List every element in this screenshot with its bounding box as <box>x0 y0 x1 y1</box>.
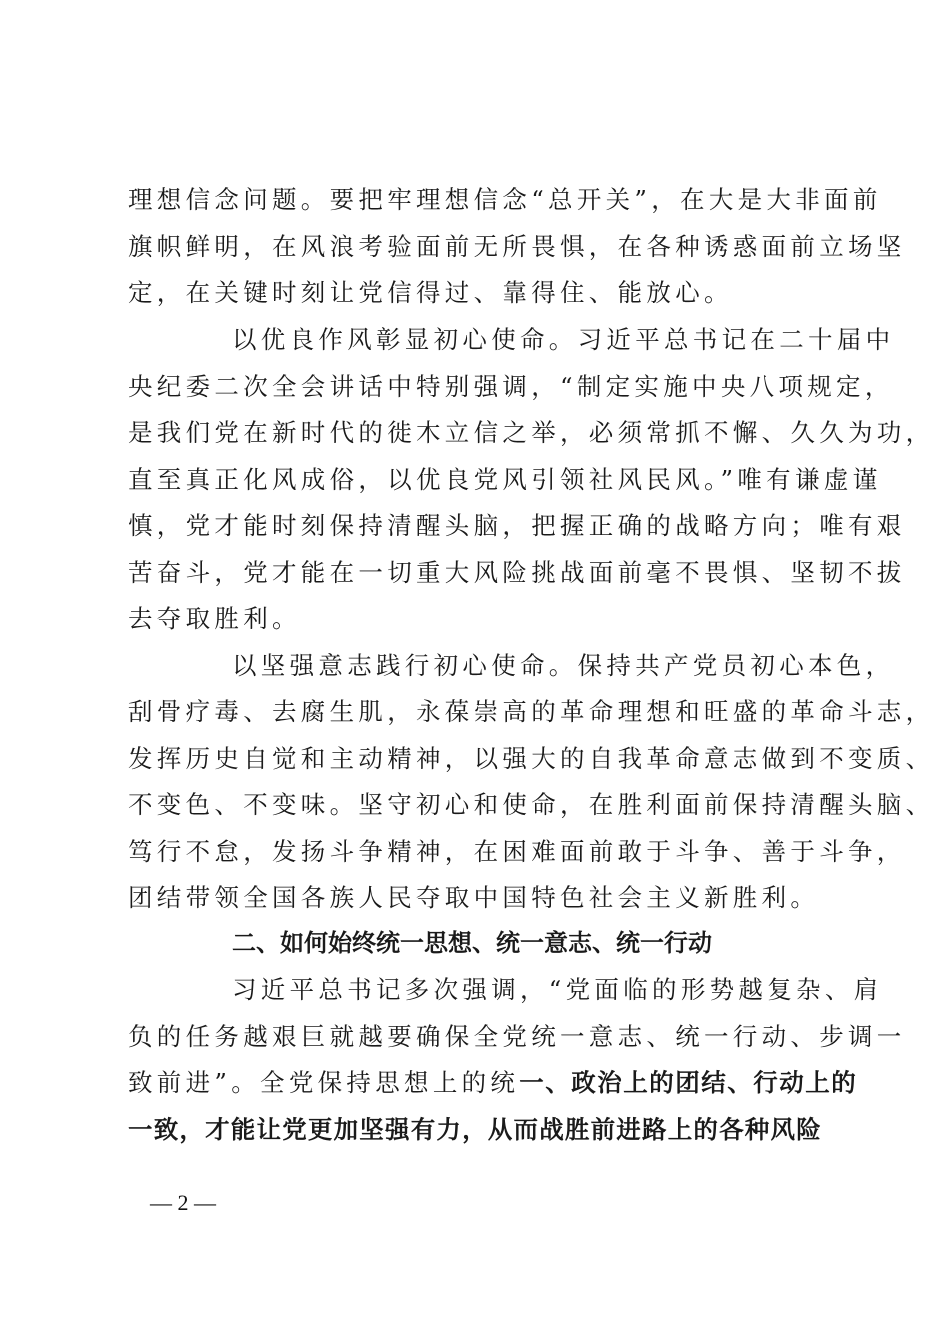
page-number: — 2 — <box>150 1190 216 1215</box>
text-line: 笃行不怠，发扬斗争精神，在困难面前敢于斗争、善于斗争， <box>128 837 906 866</box>
section-heading: 二、如何始终统一思想、统一意志、统一行动 <box>232 929 712 957</box>
bold-text-line: 一致，才能让党更加坚强有力，从而战胜前进路上的各种风险 <box>128 1115 822 1144</box>
paragraph-start-line: 习近平总书记多次强调，“党面临的形势越复杂、肩 <box>232 975 883 1004</box>
paragraph-start-line: 以坚强意志践行初心使命。保持共产党员初心本色， <box>232 651 895 680</box>
text-line: 央纪委二次全会讲话中特别强调，“制定实施中央八项规定， <box>128 372 894 401</box>
paragraph-start-line: 以优良作风彰显初心使命。习近平总书记在二十届中 <box>232 325 895 354</box>
text-line: 发挥历史自觉和主动精神，以强大的自我革命意志做到不变质、 <box>128 744 935 773</box>
text-line: 理想信念问题。要把牢理想信念“总开关”，在大是大非面前 <box>128 185 882 214</box>
regular-text: 致前进”。全党保持思想上的统 <box>128 1068 520 1097</box>
text-line: 慎，党才能时刻保持清醒头脑，把握正确的战略方向；唯有艰 <box>128 511 906 540</box>
text-line: 去夺取胜利。 <box>128 604 301 633</box>
text-line: 旗帜鲜明，在风浪考验面前无所畏惧，在各种诱惑面前立场坚 <box>128 232 906 261</box>
text-line: 团结带领全国各族人民夺取中国特色社会主义新胜利。 <box>128 883 820 912</box>
bold-text: 一、政治上的团结、行动上的 <box>519 1068 858 1097</box>
text-line: 不变色、不变味。坚守初心和使命，在胜利面前保持清醒头脑、 <box>128 790 935 819</box>
text-line: 是我们党在新时代的徙木立信之举，必须常抓不懈、久久为功， <box>128 418 935 447</box>
text-line: 苦奋斗，党才能在一切重大风险挑战面前毫不畏惧、坚韧不拔 <box>128 558 906 587</box>
text-line: 刮骨疗毒、去腐生肌，永葆崇高的革命理想和旺盛的革命斗志， <box>128 697 935 726</box>
text-line: 负的任务越艰巨就越要确保全党统一意志、统一行动、步调一 <box>128 1022 906 1051</box>
text-line: 直至真正化风成俗，以优良党风引领社风民风。”唯有谦虚谨 <box>128 465 882 494</box>
text-line: 定，在关键时刻让党信得过、靠得住、能放心。 <box>128 278 733 307</box>
text-line-mixed <box>128 1068 857 1098</box>
